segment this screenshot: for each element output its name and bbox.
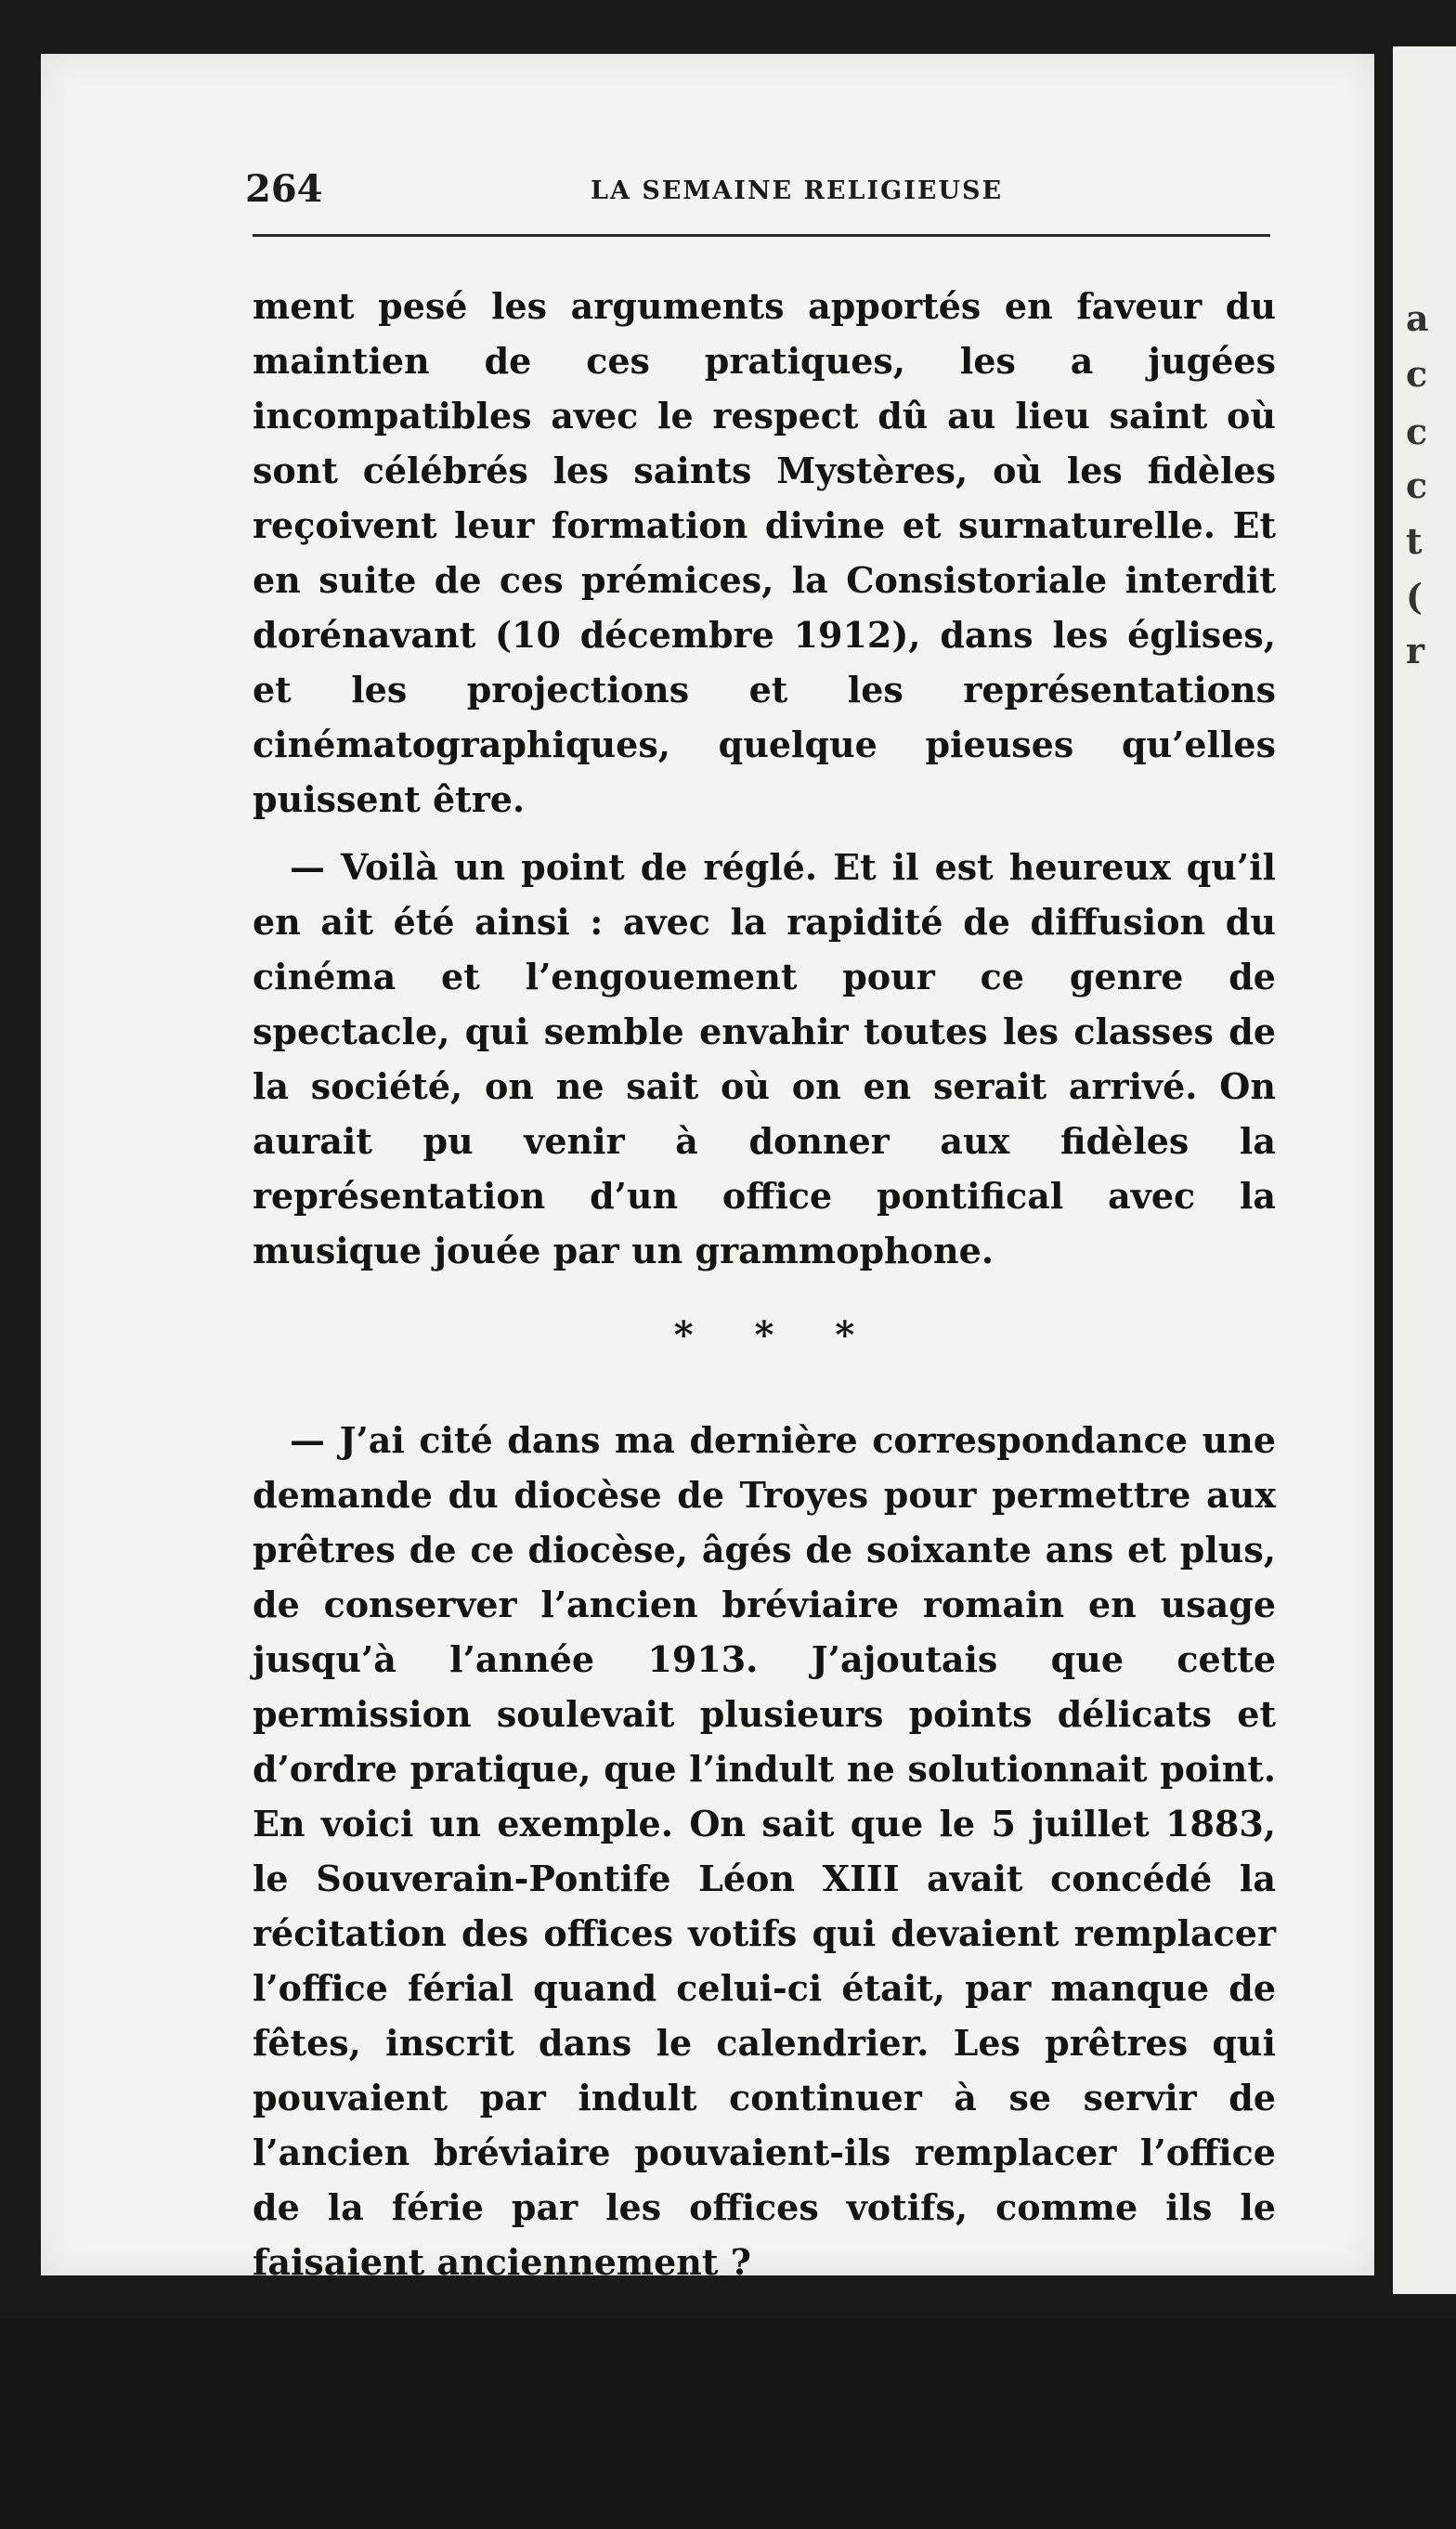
running-title: LA SEMAINE RELIGIEUSE: [591, 176, 1004, 205]
paragraph: — A priori, la question devait recevoir une solution affirmative ; et ces prêtres s’ils gardaient l’ancien bréviaire, jouissaient de tous les privilèges qui lui étaient accordés. Il y: [253, 2316, 1276, 2522]
adjacent-page-fragment: c: [1406, 464, 1428, 506]
adjacent-page-edge: [1393, 46, 1456, 2294]
adjacent-page-fragment: c: [1406, 411, 1428, 452]
section-separator: * * *: [673, 1313, 879, 1357]
adjacent-page-fragment: r: [1406, 630, 1425, 671]
adjacent-page-fragment: t: [1406, 520, 1423, 562]
adjacent-page-fragment: a: [1406, 297, 1429, 339]
page-number: 264: [245, 167, 323, 211]
body-text: [253, 279, 1276, 2529]
page-header: [206, 139, 1270, 241]
header-rule: [253, 234, 1270, 237]
adjacent-page-fragment: (: [1406, 576, 1423, 618]
paragraph: — Voilà un point de réglé. Et il est heureux qu’il en ait été ainsi : avec la rapidité de diffusion du cinéma et l’engouement pour ce genre de spectacle, qui semble envahir toutes les classes de la société, on ne sait où on en serait arrivé. On aurait pu venir à donner aux fidèles la représentation d’un office pontifical avec la musique jouée par un grammophone.: [253, 846, 1276, 1271]
adjacent-page-fragment: c: [1406, 353, 1428, 395]
paragraph: ment pesé les arguments apportés en faveur du maintien de ces pratiques, les a jugées incompatibles avec le respect dû au lieu saint où sont célébrés les saints Mystères, où les fidèles reçoivent leur formation divine et surnaturelle. Et en suite de ces prémices, la Consistoriale interdit dorénavant (10 décembre 1912), dans les églises, et les projections et les représentations cinématographiques, quelque pieuses qu’elles puissent être.: [253, 285, 1276, 820]
paragraph: — J’ai cité dans ma dernière correspondance une demande du diocèse de Troyes pour permettre aux prêtres de ce diocèse, âgés de soixante ans et plus, de conserver l’ancien bréviaire romain en usage jusqu’à l’année 1913. J’ajoutais que cette permission soulevait plusieurs points délicats et d’ordre pratique, que l’indult ne solutionnait point. En voici un exemple. On sait que le 5 juillet 1883, le Souverain-Pontife Léon XIII avait concédé la récitation des offices votifs qui devaient remplacer l’office férial quand celui-ci était, par manque de fêtes, inscrit dans le calendrier. Les prêtres qui pouvaient par indult continuer à se servir de l’ancien bréviaire pouvaient-ils remplacer l’office de la férie par les offices votifs, comme ils le faisaient anciennement ?: [253, 1419, 1276, 2283]
